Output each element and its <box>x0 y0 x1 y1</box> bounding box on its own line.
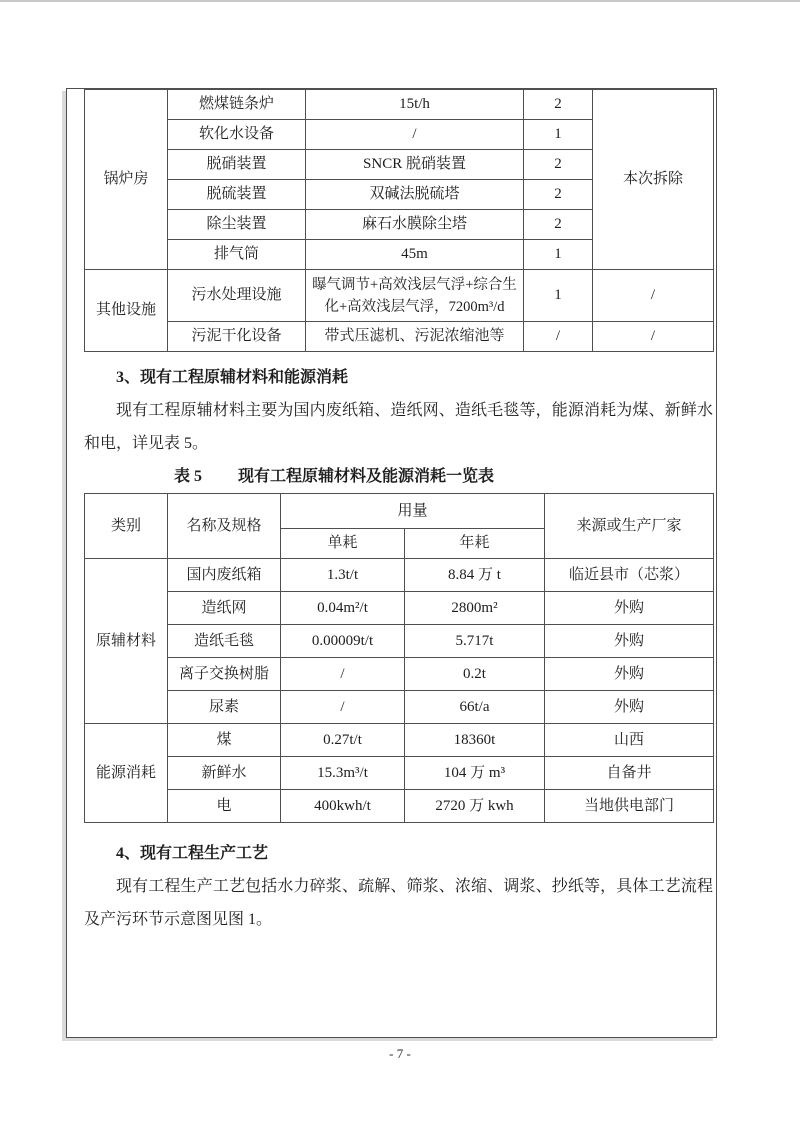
material-name: 电 <box>168 790 281 823</box>
table-row <box>85 592 714 625</box>
equipment-spec: / <box>306 120 524 150</box>
equipment-spec: 曝气调节+高效浅层气浮+综合生化+高效浅层气浮，7200m³/d <box>306 270 524 322</box>
page-number: - 7 - <box>389 1046 411 1061</box>
materials-energy-table <box>84 493 714 823</box>
equipment-group-label: 锅炉房 <box>85 90 168 270</box>
equipment-qty: / <box>524 322 593 352</box>
annual-consumption: 5.717t <box>405 625 545 658</box>
unit-consumption: 400kwh/t <box>281 790 405 823</box>
unit-consumption: 1.3t/t <box>281 559 405 592</box>
equipment-name: 脱硫装置 <box>168 180 306 210</box>
page-top-edge <box>0 0 800 2</box>
section-paragraph-4: 现有工程生产工艺包括水力碎浆、疏解、筛浆、浓缩、调浆、抄纸等，具体工艺流程及产污环节示意图见图 1。 <box>84 878 713 928</box>
header-name-spec: 名称及规格 <box>168 494 281 559</box>
table5-title-label: 表 5 <box>174 468 203 485</box>
annual-consumption: 8.84 万 t <box>405 559 545 592</box>
unit-consumption: 0.27t/t <box>281 724 405 757</box>
material-source: 外购 <box>545 592 714 625</box>
table-header-row <box>85 494 714 529</box>
annual-consumption: 0.2t <box>405 658 545 691</box>
annual-consumption: 18360t <box>405 724 545 757</box>
equipment-qty: 1 <box>524 270 593 322</box>
section-heading-4: 4、现有工程生产工艺 <box>116 845 269 862</box>
equipment-qty: 1 <box>524 240 593 270</box>
material-source: 山西 <box>545 724 714 757</box>
equipment-group-label: 其他设施 <box>85 270 168 352</box>
material-name: 造纸毛毯 <box>168 625 281 658</box>
table-row <box>85 691 714 724</box>
header-source: 来源或生产厂家 <box>545 494 714 559</box>
header-usage: 用量 <box>281 494 545 529</box>
equipment-qty: 2 <box>524 210 593 240</box>
annual-consumption: 66t/a <box>405 691 545 724</box>
unit-consumption: 0.04m²/t <box>281 592 405 625</box>
equipment-remark: 本次拆除 <box>593 90 714 270</box>
material-source: 外购 <box>545 691 714 724</box>
equipment-spec: 麻石水膜除尘塔 <box>306 210 524 240</box>
table-row <box>85 559 714 592</box>
material-name: 新鲜水 <box>168 757 281 790</box>
equipment-name: 除尘装置 <box>168 210 306 240</box>
equipment-qty: 2 <box>524 150 593 180</box>
equipment-name: 污水处理设施 <box>168 270 306 322</box>
section-heading-3: 3、现有工程原辅材料和能源消耗 <box>116 369 349 386</box>
unit-consumption: / <box>281 658 405 691</box>
header-annual-use: 年耗 <box>405 529 545 559</box>
material-source: 自备井 <box>545 757 714 790</box>
category-label: 能源消耗 <box>85 724 168 823</box>
material-name: 尿素 <box>168 691 281 724</box>
equipment-qty: 2 <box>524 180 593 210</box>
content-frame <box>66 88 717 1038</box>
category-label: 原辅材料 <box>85 559 168 724</box>
material-name: 煤 <box>168 724 281 757</box>
table-row <box>85 658 714 691</box>
material-source: 外购 <box>545 658 714 691</box>
section-paragraph-3: 现有工程原辅材料主要为国内废纸箱、造纸网、造纸毛毯等，能源消耗为煤、新鲜水和电，详见表 5。 <box>84 402 713 452</box>
equipment-qty: 2 <box>524 90 593 120</box>
equipment-spec: 带式压滤机、污泥浓缩池等 <box>306 322 524 352</box>
unit-consumption: 15.3m³/t <box>281 757 405 790</box>
equipment-remark: / <box>593 270 714 322</box>
equipment-name: 燃煤链条炉 <box>168 90 306 120</box>
equipment-name: 脱硝装置 <box>168 150 306 180</box>
equipment-spec: 45m <box>306 240 524 270</box>
equipment-name: 污泥干化设备 <box>168 322 306 352</box>
table5-title <box>174 460 713 493</box>
material-name: 造纸网 <box>168 592 281 625</box>
equipment-qty: 1 <box>524 120 593 150</box>
table-row <box>85 757 714 790</box>
material-source: 临近县市（芯浆） <box>545 559 714 592</box>
equipment-name: 软化水设备 <box>168 120 306 150</box>
material-name: 离子交换树脂 <box>168 658 281 691</box>
table-row <box>85 270 714 322</box>
equipment-name: 排气筒 <box>168 240 306 270</box>
content-area <box>84 89 713 936</box>
unit-consumption: / <box>281 691 405 724</box>
header-unit-use: 单耗 <box>281 529 405 559</box>
material-name: 国内废纸箱 <box>168 559 281 592</box>
equipment-table <box>84 89 714 352</box>
material-source: 当地供电部门 <box>545 790 714 823</box>
table-row <box>85 790 714 823</box>
annual-consumption: 2800m² <box>405 592 545 625</box>
material-source: 外购 <box>545 625 714 658</box>
table5-title-text: 现有工程原辅材料及能源消耗一览表 <box>238 468 495 485</box>
equipment-spec: SNCR 脱硝装置 <box>306 150 524 180</box>
equipment-spec: 双碱法脱硫塔 <box>306 180 524 210</box>
table-row <box>85 90 714 120</box>
table-row <box>85 625 714 658</box>
table-row <box>85 724 714 757</box>
annual-consumption: 2720 万 kwh <box>405 790 545 823</box>
equipment-spec: 15t/h <box>306 90 524 120</box>
annual-consumption: 104 万 m³ <box>405 757 545 790</box>
equipment-remark: / <box>593 322 714 352</box>
unit-consumption: 0.00009t/t <box>281 625 405 658</box>
table-row <box>85 322 714 352</box>
header-category: 类别 <box>85 494 168 559</box>
